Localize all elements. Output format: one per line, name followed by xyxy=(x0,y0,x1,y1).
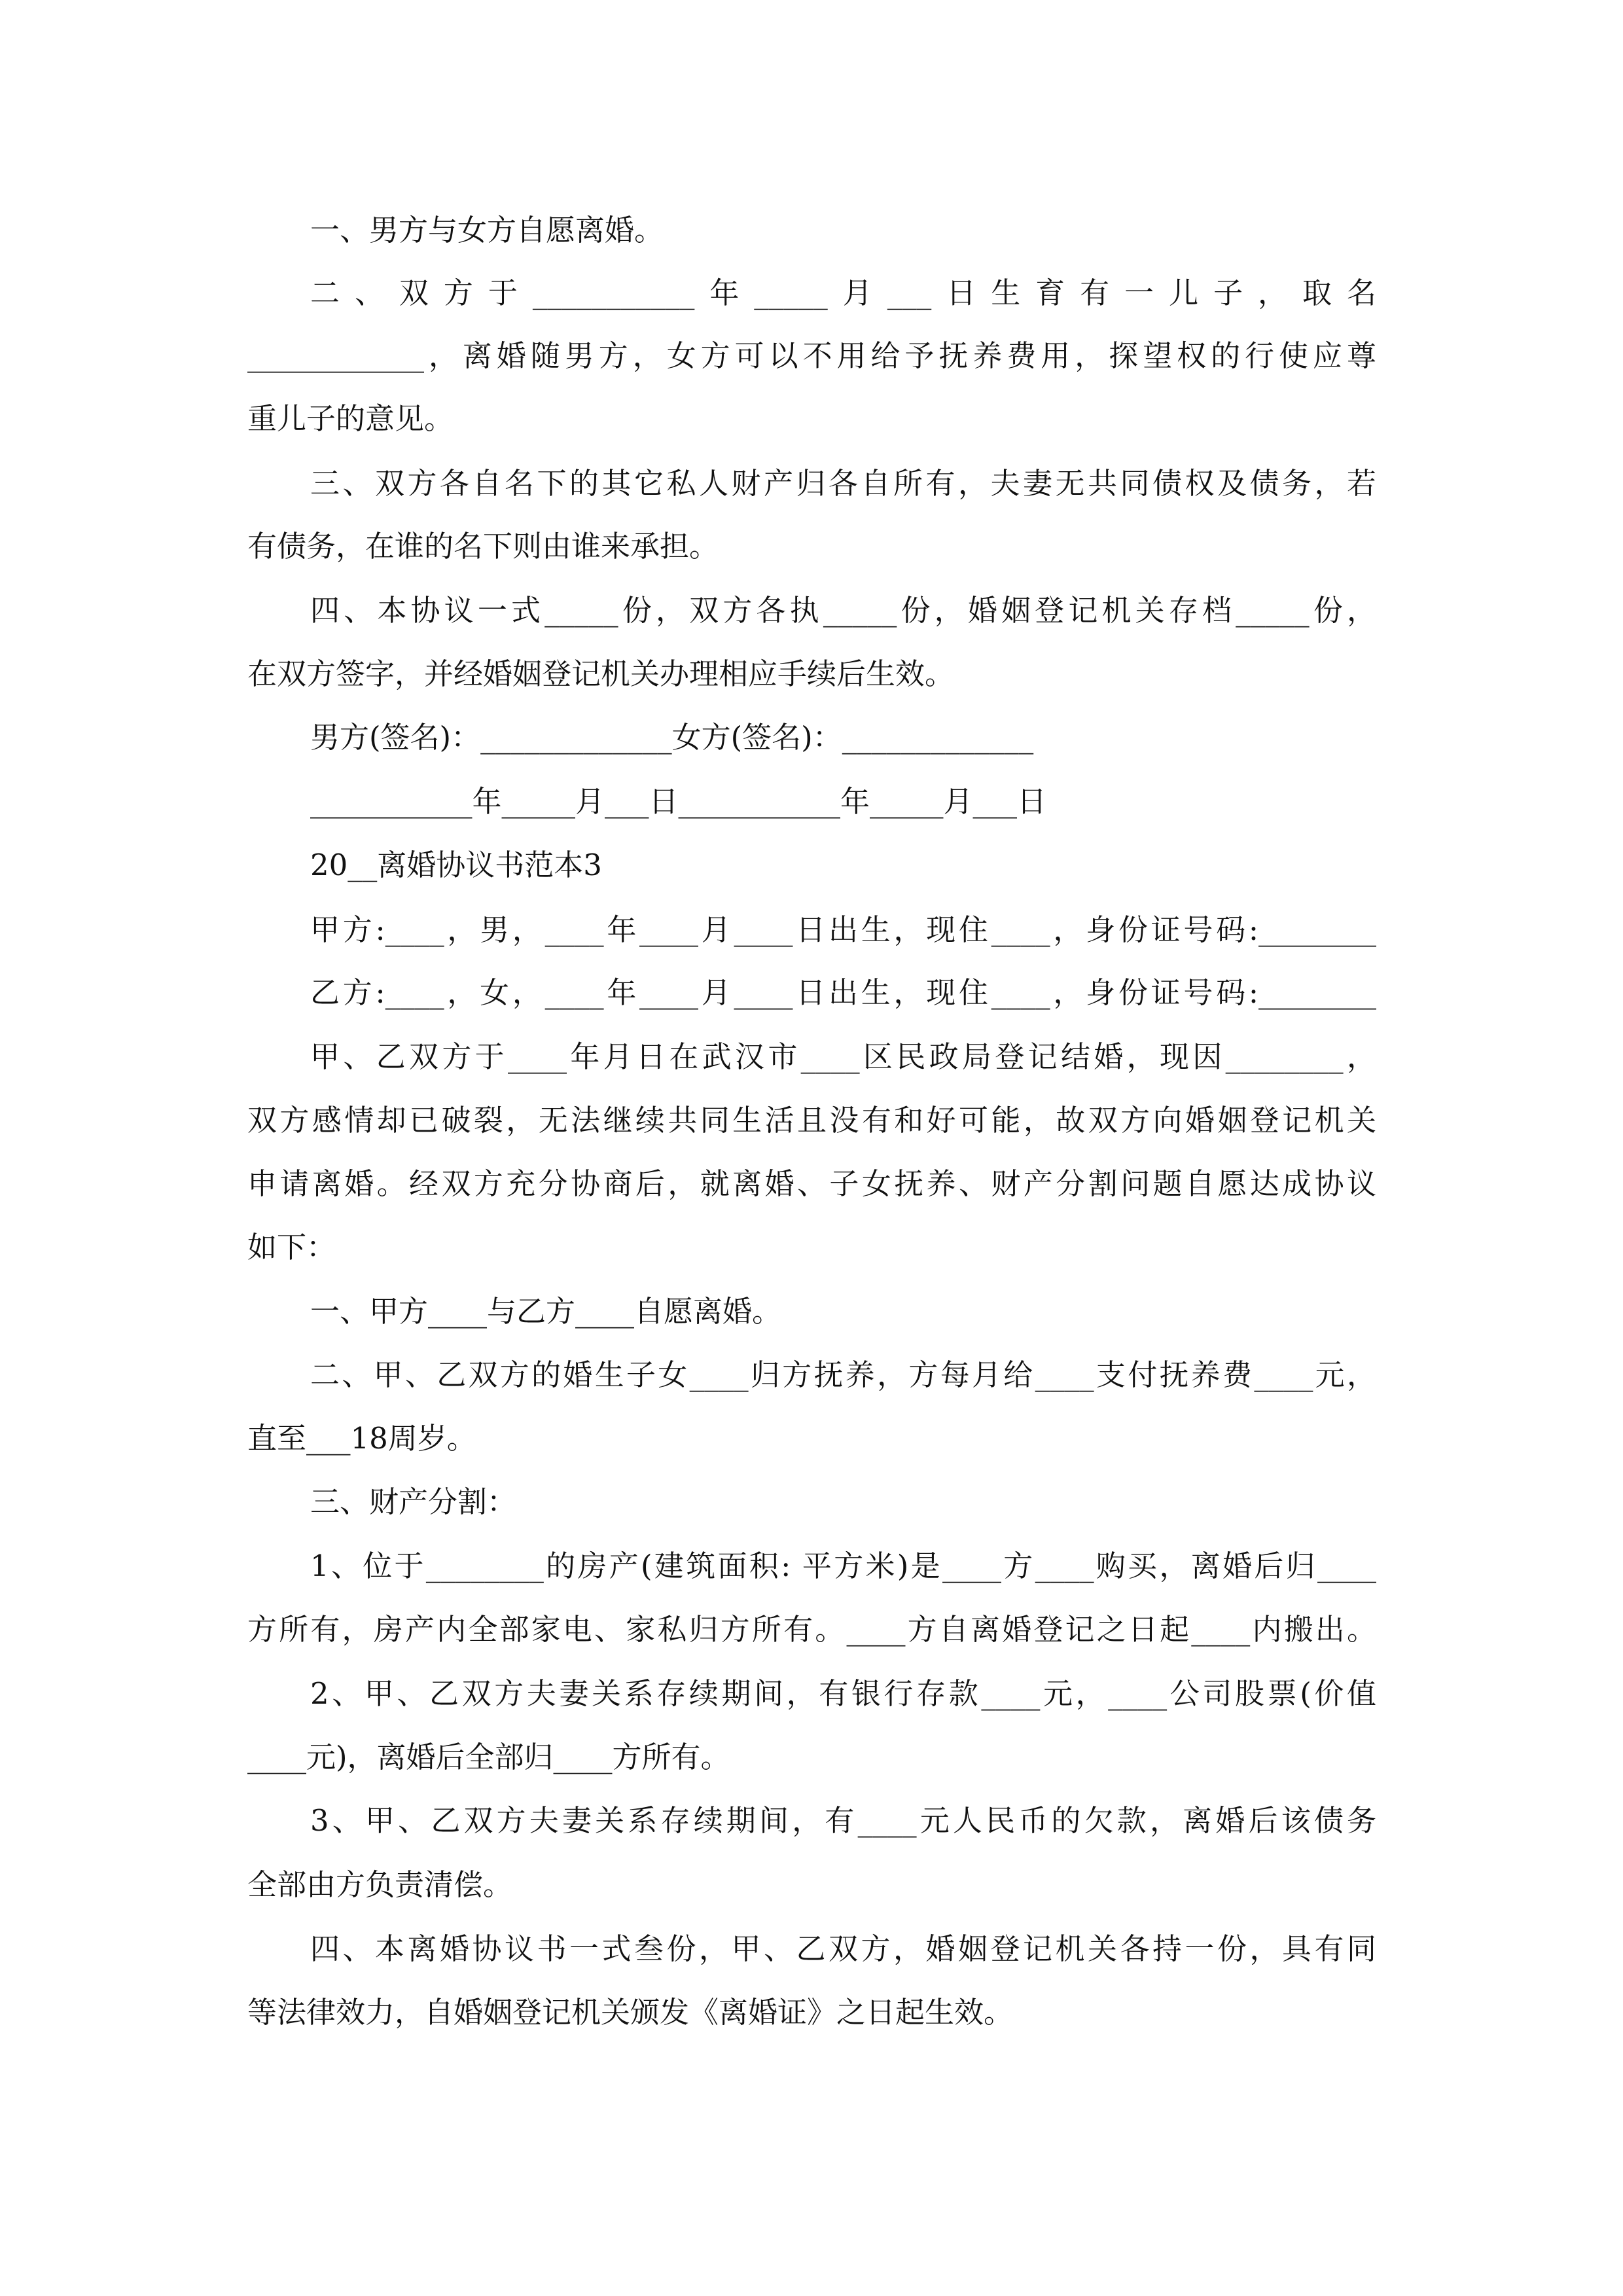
paragraph-line: 甲、乙双方于____年月日在武汉市____区民政局登记结婚，现因________， xyxy=(310,1039,1376,1074)
paragraph-line: 双方感情却已破裂，无法继续共同生活且没有和好可能，故双方向婚姻登记机关 xyxy=(247,1103,1376,1138)
paragraph-line: ____________，离婚随男方，女方可以不用给予抚养费用，探望权的行使应尊 xyxy=(247,338,1376,373)
paragraph-line: 一、甲方____与乙方____自愿离婚。 xyxy=(310,1294,782,1329)
paragraph-line: 1、位于________的房产(建筑面积: 平方米)是____方____购买，离婚后归____ xyxy=(310,1549,1376,1583)
paragraph-line: 3、甲、乙双方夫妻关系存续期间，有____元人民币的欠款，离婚后该债务 xyxy=(310,1803,1376,1838)
paragraph-line: 申请离婚。经双方充分协商后，就离婚、子女抚养、财产分割问题自愿达成协议 xyxy=(247,1166,1376,1201)
paragraph-line: 等法律效力，自婚姻登记机关颁发《离婚证》之日起生效。 xyxy=(247,1995,1014,2030)
paragraph-line: 重儿子的意见。 xyxy=(247,401,454,436)
section-title: 20__离婚协议书范本3 xyxy=(310,848,602,882)
paragraph-line: 四、本协议一式_____份，双方各执_____份，婚姻登记机关存档_____份， xyxy=(310,593,1376,628)
party-b-line: 乙方:____，女，____年____月____日出生，现住____，身份证号码:________ xyxy=(310,975,1376,1010)
paragraph-line: 如下： xyxy=(247,1230,336,1265)
paragraph-line: 一、男方与女方自愿离婚。 xyxy=(310,213,664,247)
party-a-line: 甲方:____，男，____年____月____日出生，现住____，身份证号码:________ xyxy=(310,912,1376,947)
paragraph-line: 三、双方各自名下的其它私人财产归各自所有，夫妻无共同债权及债务，若 xyxy=(310,466,1376,501)
paragraph-line: 方所有，房产内全部家电、家私归方所有。____方自离婚登记之日起____内搬出。 xyxy=(247,1612,1376,1647)
paragraph-line: 全部由方负责清偿。 xyxy=(247,1867,513,1902)
paragraph-line: 2、甲、乙双方夫妻关系存续期间，有银行存款____元，____公司股票(价值 xyxy=(310,1676,1376,1711)
paragraph-line: 直至___18周岁。 xyxy=(247,1421,476,1456)
paragraph-line: 有债务，在谁的名下则由谁来承担。 xyxy=(247,529,719,564)
signature-line: 男方(签名)：_____________女方(签名)：_____________ xyxy=(310,720,1034,755)
date-line: ___________年_____月___日___________年_____月___日 xyxy=(310,784,1047,819)
paragraph-line: 在双方签字，并经婚姻登记机关办理相应手续后生效。 xyxy=(247,656,955,691)
paragraph-line: 二、双方于___________年_____月___日生育有一儿子，取名 xyxy=(310,276,1376,310)
paragraph-line: 三、财产分割： xyxy=(310,1484,517,1519)
paragraph-line: 四、本离婚协议书一式叁份，甲、乙双方，婚姻登记机关各持一份，具有同 xyxy=(310,1931,1376,1966)
paragraph-line: ____元)，离婚后全部归____方所有。 xyxy=(247,1740,730,1774)
paragraph-line: 二、甲、乙双方的婚生子女____归方抚养，方每月给____支付抚养费____元， xyxy=(310,1357,1376,1392)
